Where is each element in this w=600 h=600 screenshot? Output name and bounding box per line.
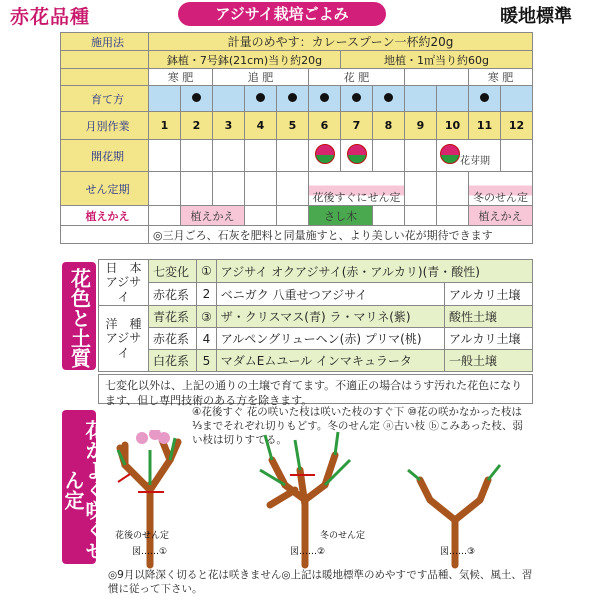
- header-center-title: アジサイ栽培ごよみ: [178, 2, 386, 26]
- pot-text: 鉢植・7号鉢(21cm)当り約20g: [149, 51, 341, 69]
- month-7: 7: [341, 112, 373, 140]
- soil-variety: ザ・クリスマス(青) ラ・マリネ(紫): [216, 306, 444, 328]
- plant-note: ◎三月ごろ、石灰を肥料と同量施すと、より美しい花が期待できます: [149, 226, 533, 244]
- month-3: 3: [213, 112, 245, 140]
- soil-table: [98, 259, 533, 372]
- plant-bar-2: さし木: [309, 206, 373, 226]
- soil-kind: 酸性土壌: [445, 306, 533, 328]
- fert-dot: [480, 93, 489, 102]
- bud-label: 花芽期: [460, 156, 490, 167]
- tree-figure-2: [260, 432, 350, 565]
- fert-cold2-label: 寒 肥: [469, 69, 533, 86]
- soil-type: 白花系: [149, 350, 197, 372]
- fert-add-label: 追 肥: [213, 69, 309, 86]
- bloom-icon: [347, 144, 367, 164]
- fig-label-2: 図……②: [290, 547, 326, 557]
- calendar-table: [60, 32, 533, 244]
- month-8: 8: [373, 112, 405, 140]
- fert-cold-label: 寒 肥: [149, 69, 213, 86]
- bloom-icon: [315, 144, 335, 164]
- soil-kind: アルカリ土壌: [445, 283, 533, 306]
- month-10: 10: [437, 112, 469, 140]
- prune-label: せん定期: [61, 172, 149, 206]
- footer-note: ◎9月以降深く切ると花は咲きません◎上記は暖地標準のめやすです品種、気候、風土、習慣に従って下さい。: [108, 569, 533, 595]
- fert-dot: [320, 93, 329, 102]
- soil-num: ③: [197, 306, 217, 328]
- soil-group-japan: 日 本 アジサイ: [99, 260, 149, 306]
- fert-dot: [288, 93, 297, 102]
- month-11: 11: [469, 112, 501, 140]
- monthly-label: 月別作業: [61, 112, 149, 140]
- plant-bar-3: 植えかえ: [469, 206, 533, 226]
- fig-label-3: 図……③: [440, 547, 476, 557]
- winter-prune-bar: 冬のせん定: [469, 172, 533, 206]
- fertilizer-label: 施用法: [61, 33, 149, 51]
- plant-bar-1: 植えかえ: [181, 206, 245, 226]
- soil-type: 青花系: [149, 306, 197, 328]
- plant-label: 植えかえ: [61, 206, 149, 226]
- soil-num: 5: [197, 350, 217, 372]
- soil-variety: アルペングリューヘン(赤) プリマ(桃): [216, 328, 444, 350]
- fig-label-1: 図……①: [132, 547, 168, 557]
- side-label-prune: 花がよく咲くせん定: [62, 410, 96, 564]
- pruning-illustrations: [100, 430, 540, 570]
- soil-num: 2: [197, 283, 217, 306]
- caption-2: 冬のせん定: [320, 531, 366, 541]
- soil-type: 七変化: [149, 260, 197, 283]
- month-1: 1: [149, 112, 181, 140]
- month-6: 6: [309, 112, 341, 140]
- soil-variety: マダムEムユール インマキュラータ: [216, 350, 444, 372]
- side-label-soil: 花色と土質: [62, 262, 96, 370]
- soil-variety: ベニガク 八重せつアジサイ: [216, 283, 444, 306]
- growing-label: 育て方: [61, 86, 149, 112]
- bud-icon: [440, 144, 460, 164]
- fert-flower-label: 花 肥: [309, 69, 405, 86]
- header-left-title: 赤花品種: [10, 6, 91, 28]
- soil-type: 赤花系: [149, 328, 197, 350]
- fert-dot: [352, 93, 361, 102]
- tree-figure-1: [118, 430, 178, 565]
- prune-note: ④花後すぐ 花の咲いた枝は咲いた枝のすぐ下 ⑩花の咲かなかった枝は⅓までそれぞれ切りもどす。冬のせん定 ⓐ古い枝 ⓑこみあった枝、弱い枝は切りすてる。: [192, 406, 523, 446]
- caption-1: 花後のせん定: [115, 531, 170, 541]
- measure-text: 計量のめやす：カレースプーン一杯約20g: [149, 33, 533, 51]
- soil-type: 赤花系: [149, 283, 197, 306]
- soil-note: 七変化以外は、上記の通りの土壌で育てます。不適正の場合はうす汚れた花色になります、但し専門技術のある方を除きます。: [98, 374, 533, 404]
- soil-group-western: 洋 種 アジサイ: [99, 306, 149, 372]
- month-4: 4: [245, 112, 277, 140]
- month-5: 5: [277, 112, 309, 140]
- soil-variety: アジサイ オクアジサイ(赤・アルカリ)(青・酸性): [216, 260, 532, 283]
- bloom-label: 開花期: [61, 140, 149, 172]
- ground-text: 地植・1㎡当り約60g: [341, 51, 533, 69]
- soil-num: ①: [197, 260, 217, 283]
- month-2: 2: [181, 112, 213, 140]
- soil-kind: アルカリ土壌: [445, 328, 533, 350]
- month-9: 9: [405, 112, 437, 140]
- fert-dot: [384, 93, 393, 102]
- prune-after-bar: 花後すぐにせん定: [309, 172, 405, 206]
- month-12: 12: [501, 112, 533, 140]
- fert-dot: [256, 93, 265, 102]
- soil-kind: 一般土壌: [445, 350, 533, 372]
- header-right-title: 暖地標準: [500, 6, 572, 27]
- soil-num: 4: [197, 328, 217, 350]
- fert-dot: [192, 93, 201, 102]
